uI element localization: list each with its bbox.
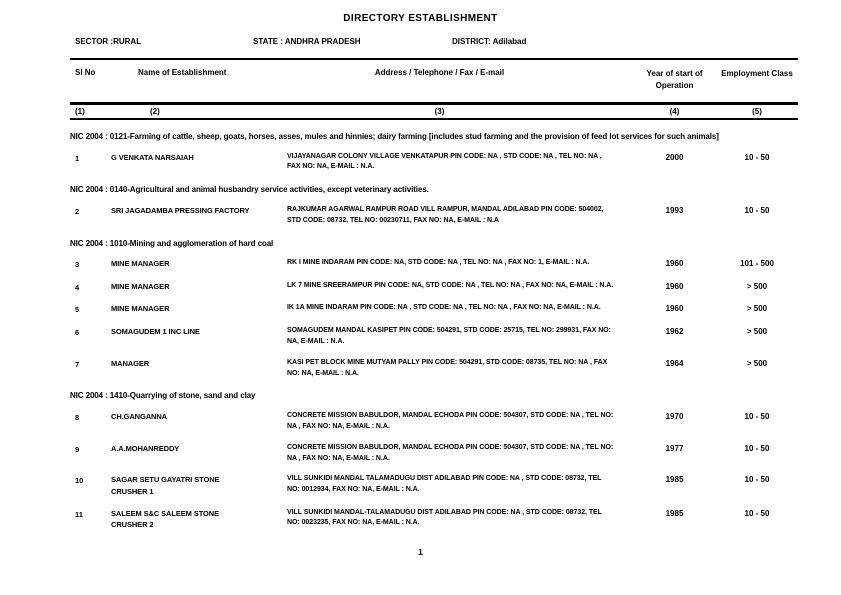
column-number-5: (5) [752, 107, 762, 116]
cell-address: LK 7 MINE SREERAMPUR PIN CODE: NA, STD CODE: NA , TEL NO: NA , FAX NO: NA, E-MAIL : N.A. [287, 281, 614, 289]
cell-sl: 2 [75, 206, 80, 216]
cell-class: > 500 [746, 327, 768, 337]
cell-sl: 1 [75, 153, 80, 163]
cell-sl: 3 [75, 260, 80, 270]
table-row [70, 508, 798, 531]
cell-class: 10 - 50 [744, 508, 770, 518]
nic-section-header: NIC 2004 : 1010-Mining and agglomeration of hard coal [70, 238, 274, 248]
table-body [70, 131, 798, 531]
cell-name: MINE MANAGER [111, 259, 170, 269]
cell-name: SAGAR SETU GAYATRI STONE CRUSHER 1 [111, 475, 220, 496]
table-row [70, 281, 798, 294]
cell-sl: 5 [75, 305, 80, 315]
cell-address: KASI PET BLOCK MINE MUTYAM PALLY PIN CODE: 504291, STD CODE: 08735, TEL NO: NA , FAX NO: NA, E-MAIL : N.A. [287, 358, 608, 377]
column-header-address: Address / Telephone / Fax / E-mail [374, 68, 505, 77]
cell-address: CONCRETE MISSION BABULDOR, MANDAL ECHODA PIN CODE: 504307, STD CODE: NA , TEL NO: NA , FAX NO: NA, E-MAIL : N.A. [287, 412, 614, 430]
cell-sl: 6 [75, 328, 80, 338]
cell-year: 1964 [665, 358, 684, 368]
cell-sl: 7 [75, 359, 80, 369]
column-number-4: (4) [669, 107, 680, 116]
table-row [70, 205, 798, 227]
page-number: 1 [418, 547, 423, 557]
column-header-year: Year of start of Operation [646, 69, 703, 90]
cell-year: 2000 [665, 152, 684, 162]
table-row [70, 474, 798, 497]
cell-year: 1970 [665, 412, 684, 421]
nic-section-header: NIC 2004 : 0140-Agricultural and animal husbandry service activities, except veterinary activities. [70, 185, 429, 195]
table-row [70, 443, 798, 465]
cell-year: 1977 [665, 443, 684, 453]
cell-year: 1985 [665, 508, 684, 518]
cell-year: 1962 [665, 327, 684, 337]
meta-sector: SECTOR :RURAL [75, 37, 142, 46]
column-number-1: (1) [75, 107, 85, 116]
cell-year: 1960 [665, 281, 684, 291]
cell-name: MANAGER [111, 358, 150, 368]
cell-sl: 10 [75, 476, 84, 486]
cell-name: G VENKATA NARSAIAH [111, 152, 194, 162]
table-row [70, 326, 798, 348]
cell-name: MINE MANAGER [111, 281, 170, 291]
cell-class: > 500 [746, 304, 768, 314]
table-row [70, 358, 798, 380]
cell-name: SRI JAGADAMBA PRESSING FACTORY [111, 205, 250, 215]
column-number-3: (3) [434, 107, 445, 116]
cell-class: 10 - 50 [744, 443, 770, 453]
cell-class: 10 - 50 [744, 152, 770, 162]
cell-address: RK I MINE INDARAM PIN CODE: NA, STD CODE: NA , TEL NO: NA , FAX NO: 1, E-MAIL : N.A. [287, 259, 590, 267]
cell-name: SALEEM S&C SALEEM STONE CRUSHER 2 [111, 508, 219, 530]
cell-year: 1993 [665, 205, 684, 215]
nic-section-header: NIC 2004 : 0121-Farming of cattle, sheep, goats, horses, asses, mules and hinnies; dairy farming [includes stud farming and the provision of feed lot services for such animals] [70, 132, 719, 141]
cell-class: 10 - 50 [744, 205, 770, 215]
report-meta [0, 37, 841, 49]
cell-name: A.A.MOHANREDDY [111, 443, 180, 453]
cell-sl: 9 [75, 444, 80, 454]
table-row [70, 411, 798, 433]
cell-sl: 11 [75, 509, 83, 519]
table-row [70, 303, 798, 316]
table-header-row [70, 60, 798, 102]
column-number-2: (2) [150, 107, 160, 116]
table-row [70, 152, 798, 174]
page-title: DIRECTORY ESTABLISHMENT [343, 13, 498, 24]
cell-address: SOMAGUDEM MANDAL KASIPET PIN CODE: 504291, STD CODE: 25715, TEL NO: 299931, FAX NO: NA, E-MAIL : N.A. [287, 327, 611, 345]
cell-name: CH.GANGANNA [111, 412, 167, 421]
cell-class: 101 - 500 [740, 259, 774, 269]
cell-year: 1960 [665, 304, 684, 314]
cell-sl: 8 [75, 413, 80, 422]
cell-name: MINE MANAGER [111, 304, 170, 314]
cell-year: 1985 [665, 475, 684, 485]
establishment-table [70, 58, 798, 531]
cell-class: 10 - 50 [744, 475, 770, 485]
cell-class: > 500 [746, 358, 768, 368]
cell-address: VIJAYANAGAR COLONY VILLAGE VENKATAPUR PIN CODE: NA , STD CODE: NA , TEL NO: NA , FAX NO: NA, E-MAIL : N.A. [287, 152, 602, 171]
column-number-row [70, 105, 798, 118]
column-header-sl: Sl No [75, 68, 96, 77]
cell-address: VILL SUNKIDI MANDAL TALAMADUGU DIST ADILABAD PIN CODE: NA , STD CODE: 08732, TEL NO: 0012934, FAX NO: NA, E-MAIL : N.A. [287, 475, 602, 494]
cell-address: CONCRETE MISSION BABULDOR, MANDAL ECHODA PIN CODE: 504307, STD CODE: NA , TEL NO: NA , FAX NO: NA, E-MAIL : N.A. [287, 443, 614, 462]
column-header-name: Name of Establishment [138, 68, 227, 77]
cell-address: IK 1A MINE INDARAM PIN CODE: NA , STD CODE: NA , TEL NO: NA , FAX NO: NA, E-MAIL : N.A. [287, 304, 601, 312]
divider-numbers [70, 118, 798, 120]
cell-class: > 500 [746, 281, 768, 291]
cell-name: SOMAGUDEM 1 INC LINE [111, 327, 200, 337]
meta-state: STATE : ANDHRA PRADESH [253, 37, 361, 46]
table-row [70, 258, 798, 271]
cell-year: 1960 [665, 259, 684, 269]
cell-address: VILL SUNKIDI MANDAL-TALAMADUGU DIST ADILABAD PIN CODE: NA , STD CODE: 08732, TEL NO: 0023235, FAX NO: NA, E-MAIL : N.A. [287, 508, 602, 527]
meta-district: DISTRICT: Adilabad [452, 37, 527, 46]
cell-class: 10 - 50 [744, 412, 770, 421]
cell-sl: 4 [75, 282, 80, 292]
cell-address: RAJKUMAR AGARWAL RAMPUR ROAD VILL RAMPUR, MANDAL ADILABAD PIN CODE: 504002, STD CODE: 08732, TEL NO: 00230711, FAX NO: NA, E-MAIL : N.A [287, 205, 604, 224]
column-header-employment-class: Employment Class [721, 69, 793, 78]
nic-section-header: NIC 2004 : 1410-Quarrying of stone, sand and clay [70, 391, 256, 401]
